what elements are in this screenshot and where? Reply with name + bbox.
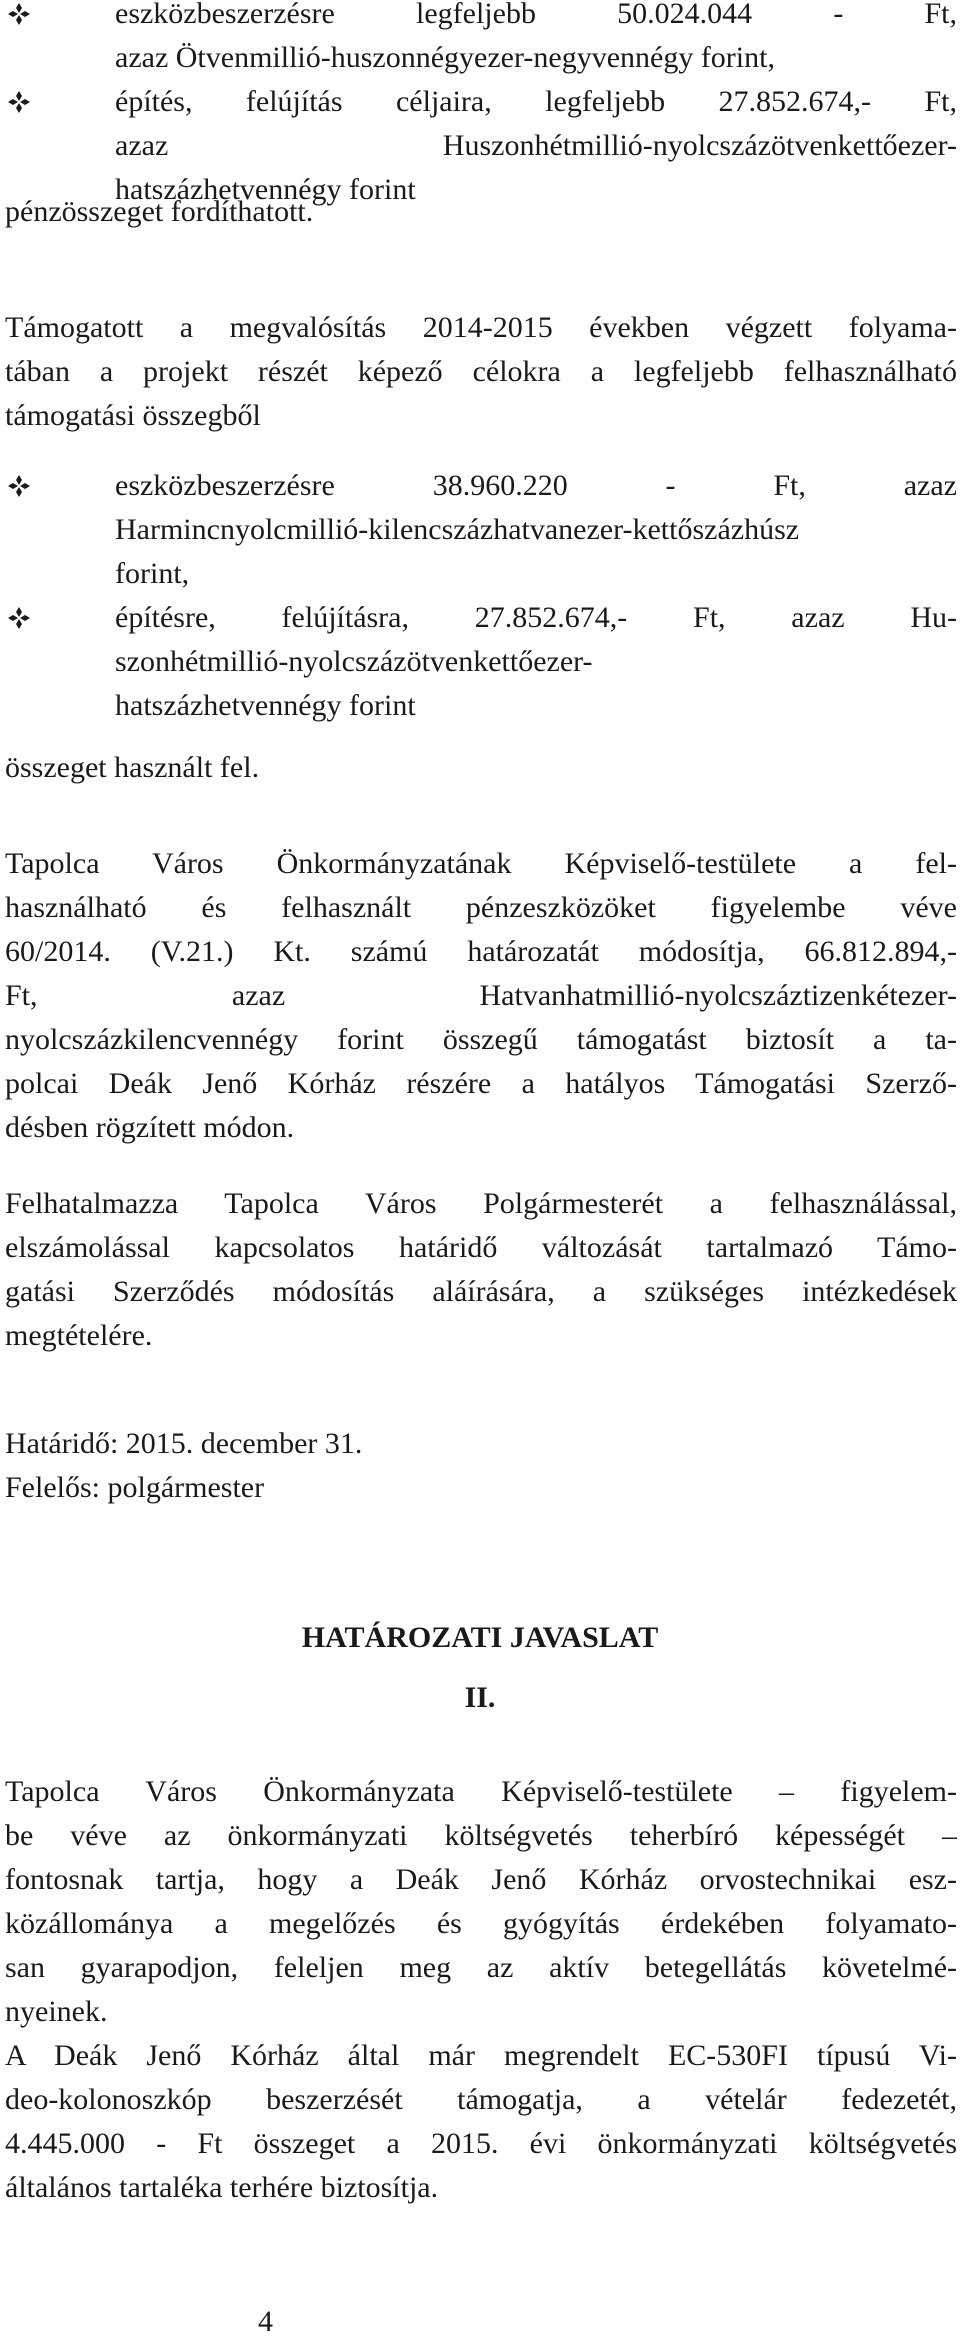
text-line: Harmincnyolcmillió-kilencszázhatvanezer-kettőszázhúsz [115, 513, 800, 546]
text-line: hatszázhetvennégy forint [115, 173, 416, 206]
text-line: azaz Ötvenmillió-huszonnégyezer-negyvennégy forint, [115, 41, 775, 74]
text-line: építésre, felújításra, 27.852.674,- Ft, azaz Hu- [115, 601, 957, 634]
responsible-text: Felelős: polgármester [5, 1471, 265, 1504]
text-line: általános tartaléka terhére biztosítja. [5, 2171, 439, 2204]
text-line: pénzösszeget fordíthatott. [5, 195, 314, 228]
text-line: közállománya a megelőzés és gyógyítás érdekében folyamato- [5, 1907, 957, 1940]
text-line: eszközbeszerzésre 38.960.220 - Ft, azaz [115, 469, 957, 502]
paragraph [5, 746, 957, 790]
diamond-bullet-icon [5, 596, 45, 640]
text-line: Tapolca Város Önkormányzata Képviselő-testülete – figyelem- [5, 1775, 957, 1808]
deadline-text: Határidő: 2015. december 31. [5, 1427, 363, 1460]
text-line: Tapolca Város Önkormányzatának Képviselő-testülete a fel- [5, 847, 957, 880]
text-line: tában a projekt részét képező célokra a legfeljebb felhasználható [5, 355, 957, 388]
text-line: építés, felújítás céljaira, legfeljebb 27.852.674,- Ft, [115, 85, 957, 118]
text-line: szonhétmillió-nyolcszázötvenkettőezer- [115, 645, 593, 678]
text-line: azaz Huszonhétmillió-nyolcszázötvenkettőezer- [115, 129, 957, 162]
text-line: 60/2014. (V.21.) Kt. számú határozatát módosítja, 66.812.894,- [5, 935, 957, 968]
paragraph [5, 306, 957, 438]
text-line: fontosnak tartja, hogy a Deák Jenő Kórház orvostechnikai esz- [5, 1863, 957, 1896]
text-line: polcai Deák Jenő Kórház részére a hatályos Támogatási Szerző- [5, 1067, 957, 1100]
diamond-bullet-icon [5, 0, 45, 36]
list-item-text [115, 596, 957, 728]
text-line: gatási Szerződés módosítás aláírására, a szükséges intézkedések [5, 1275, 957, 1308]
diamond-bullet-icon [5, 80, 45, 124]
text-line: désben rögzített módon. [5, 1111, 295, 1144]
text-line: Felhatalmazza Tapolca Város Polgármesterét a felhasználással, [5, 1187, 957, 1220]
list-item-text [115, 464, 957, 596]
text-line: használható és felhasznált pénzeszközöket figyelembe véve [5, 891, 957, 924]
paragraph [5, 1182, 957, 1358]
text-line: támogatási összegből [5, 399, 261, 432]
text-line: megtételére. [5, 1319, 153, 1352]
text-line: forint, [115, 557, 190, 590]
text-line: A Deák Jenő Kórház által már megrendelt EC-530FI típusú Vi- [5, 2039, 957, 2072]
section-title: HATÁROZATI JAVASLAT [301, 1621, 659, 1654]
paragraph [5, 190, 957, 234]
list-item-text [115, 0, 957, 80]
text-line: san gyarapodjon, feleljen meg az aktív betegellátás követelmé- [5, 1951, 957, 1984]
text-line: hatszázhetvennégy forint [115, 689, 416, 722]
section-number: II. [464, 1681, 496, 1714]
text-line: be véve az önkormányzati költségvetés teherbíró képességét – [5, 1819, 957, 1852]
paragraph [5, 842, 957, 1150]
text-line: nyeinek. [5, 1995, 108, 2028]
text-line: Támogatott a megvalósítás 2014-2015 években végzett folyama- [5, 311, 957, 344]
text-line: Ft, azaz Hatvanhatmillió-nyolcszáztizenkétezer- [5, 979, 957, 1012]
paragraph [5, 2034, 957, 2210]
text-line: eszközbeszerzésre legfeljebb 50.024.044 - Ft, [115, 0, 957, 30]
text-line: elszámolással kapcsolatos határidő változását tartalmazó Támo- [5, 1231, 957, 1264]
text-line: nyolcszázkilencvennégy forint összegű támogatást biztosít a ta- [5, 1023, 957, 1056]
text-line: 4.445.000 - Ft összeget a 2015. évi önkormányzati költségvetés [5, 2127, 957, 2160]
diamond-bullet-icon [5, 464, 45, 508]
text-line: deo-kolonoszkóp beszerzését támogatja, a vételár fedezetét, [5, 2083, 957, 2116]
text-line: összeget használt fel. [5, 751, 260, 784]
page-number: 4 [258, 2305, 273, 2338]
deadline-block [5, 1422, 957, 1510]
paragraph [5, 1770, 957, 2034]
